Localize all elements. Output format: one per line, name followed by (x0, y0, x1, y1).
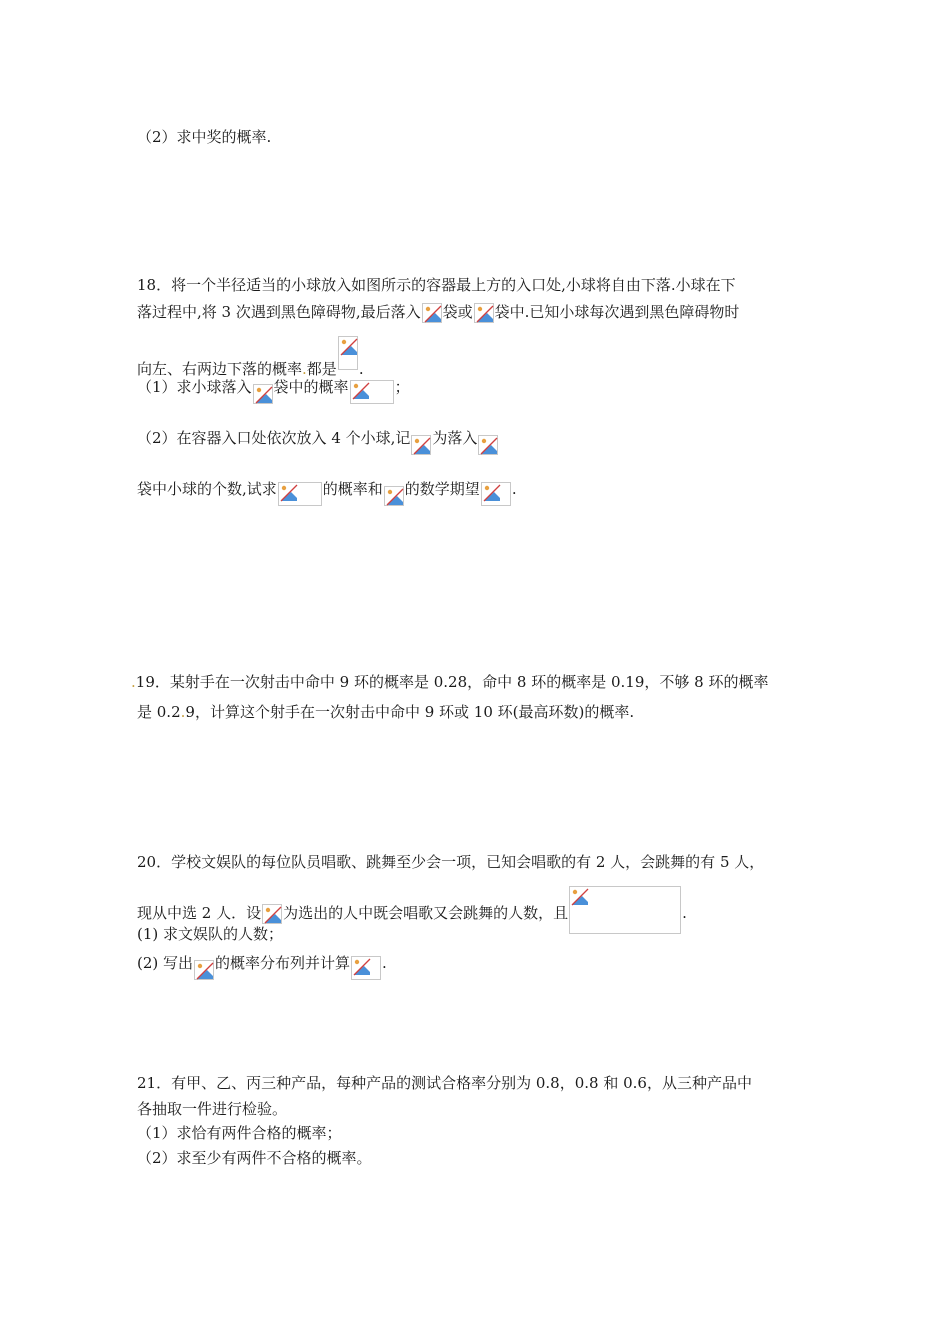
stray-dot: . (180, 703, 186, 721)
formula-image-icon (278, 482, 322, 506)
q21-part2-text: （2）求至少有两件不合格的概率。 (137, 1149, 372, 1167)
q21-line2 (137, 1099, 287, 1119)
q18-part1 (137, 377, 410, 404)
formula-image-icon (262, 904, 282, 924)
formula-image-icon (474, 303, 494, 323)
q18-part2-a: （2）在容器入口处依次放入 4 个小球,记 (137, 429, 411, 447)
q21-part2 (137, 1148, 372, 1168)
q20-text-1: 20．学校文娱队的每位队员唱歌、跳舞至少会一项，已知会唱歌的有 2 人，会跳舞的有 5 人， (137, 853, 765, 871)
q18-text-6d: . (511, 480, 517, 498)
q18-part2 (137, 428, 499, 455)
q21-part1-text: （1）求恰有两件合格的概率； (137, 1124, 342, 1142)
q21-text-2: 各抽取一件进行检验。 (137, 1100, 288, 1118)
stray-dot: . (131, 673, 136, 691)
q17-part2 (137, 127, 271, 147)
q18-text-3c: . (358, 360, 364, 378)
formula-image-icon (422, 303, 442, 323)
q21-part1 (137, 1123, 342, 1143)
q20-part2 (137, 953, 387, 980)
q20-part2-b: 的概率分布列并计算 (215, 954, 351, 972)
q19-text-2b: 9，计算这个射手在一次射击中命中 9 环或 10 环(最高环数)的概率. (185, 703, 635, 721)
q20-text-2b: 为选出的人中既会唱歌又会跳舞的人数，且 (283, 904, 569, 922)
formula-image-icon (253, 384, 273, 404)
q18-text-6a: 袋中小球的个数,试求 (137, 480, 277, 498)
q18-text-2a: 落过程中,将 3 次遇到黑色障碍物,最后落入 (137, 303, 421, 321)
q20-line1 (137, 852, 764, 872)
q18-part1-b: 袋中的概率 (273, 378, 349, 396)
q19-text-1: 19．某射手在一次射击中命中 9 环的概率是 0.28，命中 8 环的概率是 0.19，不够 8 环的概率 (135, 673, 769, 691)
q20-part1 (137, 924, 283, 944)
q21-line1 (137, 1073, 752, 1093)
q18-part1-c: ； (394, 378, 410, 396)
q19-text-2a: 是 0.2 (137, 703, 181, 721)
formula-image-icon (194, 960, 214, 980)
q20-part2-c: . (382, 954, 387, 972)
q19-line2 (137, 702, 634, 722)
q20-text-2a: 现从中选 2 人．设 (137, 904, 262, 922)
formula-image-icon (569, 886, 681, 934)
formula-image-icon (481, 482, 511, 506)
q20-text-2c: . (682, 904, 687, 922)
q20-part1-text: (1) 求文娱队的人数； (137, 925, 284, 943)
q18-text-3a: 向左、右两边下落的概率 (137, 360, 303, 378)
q19-line1 (131, 672, 768, 692)
q18-text-3b: 都是 (306, 360, 337, 378)
q18-line3 (137, 336, 364, 379)
formula-image-icon (338, 336, 358, 370)
q18-line2 (137, 302, 739, 323)
stray-dot: . (302, 360, 307, 378)
q18-text-1: 18．将一个半径适当的小球放入如图所示的容器最上方的入口处,小球将自由下落.小球在下 (137, 276, 736, 294)
q18-line6 (137, 479, 517, 506)
q18-part1-a: （1）求小球落入 (137, 378, 252, 396)
q17-part2-text: （2）求中奖的概率. (137, 128, 272, 146)
q18-text-6b: 的概率和 (322, 480, 383, 498)
q18-text-6c: 的数学期望 (404, 480, 480, 498)
q18-text-2b: 袋或 (442, 303, 473, 321)
q18-part2-b: 为落入 (432, 429, 478, 447)
q20-part2-a: (2) 写出 (137, 954, 194, 972)
q18-line1 (137, 275, 736, 295)
formula-image-icon (478, 435, 498, 455)
formula-image-icon (351, 956, 381, 980)
formula-image-icon (384, 486, 404, 506)
formula-image-icon (411, 435, 431, 455)
formula-image-icon (350, 380, 394, 404)
q21-text-1: 21．有甲、乙、丙三种产品，每种产品的测试合格率分别为 0.8，0.8 和 0.6，从三种产品中 (137, 1074, 752, 1092)
q18-text-2c: 袋中.已知小球每次遇到黑色障碍物时 (494, 303, 740, 321)
